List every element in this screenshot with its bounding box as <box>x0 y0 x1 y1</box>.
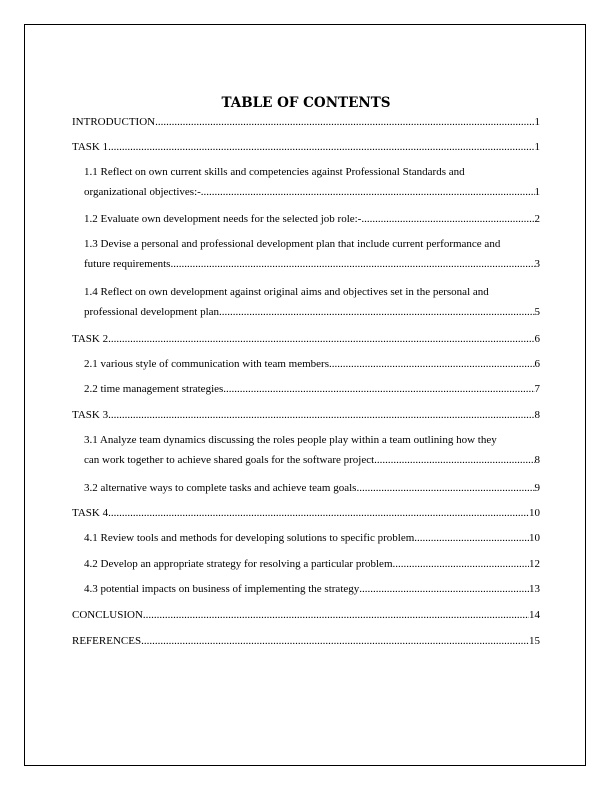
toc-page-number: 1 <box>534 141 540 153</box>
toc-entry-conclusion[interactable] <box>72 605 540 625</box>
toc-entry-text: 4.2 Develop an appropriate strategy for resolving a particular problem <box>84 558 393 570</box>
toc-entry-text: TASK 2 <box>72 333 109 345</box>
toc-entry-text: CONCLUSION <box>72 609 143 621</box>
toc-entry-task-2[interactable] <box>72 329 540 349</box>
toc-entry-3-2[interactable] <box>84 478 540 498</box>
toc-page-number: 8 <box>534 454 540 466</box>
toc-entry-text-line2: professional development plan <box>84 306 220 318</box>
toc-page-number: 3 <box>534 258 540 270</box>
toc-page-number: 13 <box>529 583 540 595</box>
toc-entry-4-2[interactable] <box>84 554 540 574</box>
toc-title: TABLE OF CONTENTS <box>221 95 391 111</box>
toc-entry-3-1[interactable] <box>84 430 540 470</box>
toc-entry-text: TASK 4 <box>72 507 109 519</box>
toc-page-number: 10 <box>529 507 540 519</box>
toc-page-number: 9 <box>534 482 540 494</box>
toc-entry-text: INTRODUCTION <box>72 116 156 128</box>
toc-entry-1-4[interactable] <box>84 282 540 322</box>
toc-page-number: 8 <box>534 409 540 421</box>
toc-entry-text-line1: 1.4 Reflect on own development against original aims and objectives set in the personal and <box>84 286 489 298</box>
toc-page-number: 1 <box>534 186 540 198</box>
toc-entry-text-line1: 1.3 Devise a personal and professional development plan that include current performance and <box>84 238 501 250</box>
toc-entry-text-line2: can work together to achieve shared goals for the software project <box>84 454 375 466</box>
toc-entry-references[interactable] <box>72 631 540 651</box>
toc-entry-text: TASK 1 <box>72 141 109 153</box>
toc-page-number: 5 <box>534 306 540 318</box>
toc-entry-text-line1: 3.1 Analyze team dynamics discussing the roles people play within a team outlining how they <box>84 434 497 446</box>
toc-entry-introduction[interactable] <box>72 112 540 132</box>
toc-page-number: 15 <box>529 635 540 647</box>
toc-entry-text: 4.1 Review tools and methods for developing solutions to specific problem <box>84 532 415 544</box>
toc-entry-text: TASK 3 <box>72 409 109 421</box>
toc-entry-task-3[interactable] <box>72 405 540 425</box>
toc-entry-text: 2.1 various style of communication with team members <box>84 358 330 370</box>
toc-entry-1-2[interactable] <box>84 209 540 229</box>
toc-entry-1-3[interactable] <box>84 234 540 274</box>
toc-entry-text: 4.3 potential impacts on business of implementing the strategy <box>84 583 360 595</box>
toc-entry-1-1[interactable] <box>84 162 540 202</box>
toc-entry-4-3[interactable] <box>84 579 540 599</box>
toc-page-number: 2 <box>534 213 540 225</box>
toc-entry-4-1[interactable] <box>84 528 540 548</box>
toc-entry-task-4[interactable] <box>72 503 540 523</box>
toc-entry-text: REFERENCES <box>72 635 142 647</box>
toc-page-number: 12 <box>529 558 540 570</box>
toc-entry-2-1[interactable] <box>84 354 540 374</box>
toc-page-number: 6 <box>534 358 540 370</box>
toc-entry-text-line1: 1.1 Reflect on own current skills and competencies against Professional Standards and <box>84 166 465 178</box>
toc-entry-text-line2: organizational objectives:- <box>84 186 201 198</box>
toc-page-number: 1 <box>534 116 540 128</box>
toc-entry-text: 3.2 alternative ways to complete tasks and achieve team goals <box>84 482 357 494</box>
toc-page-number: 7 <box>534 383 540 395</box>
toc-entry-text: 1.2 Evaluate own development needs for the selected job role:- <box>84 213 362 225</box>
toc-entry-task-1[interactable] <box>72 137 540 157</box>
toc-entry-text: 2.2 time management strategies <box>84 383 224 395</box>
toc-entry-text-line2: future requirements <box>84 258 171 270</box>
toc-page-number: 6 <box>534 333 540 345</box>
toc-page-number: 14 <box>529 609 540 621</box>
toc-page-number: 10 <box>529 532 540 544</box>
toc-entry-2-2[interactable] <box>84 379 540 399</box>
